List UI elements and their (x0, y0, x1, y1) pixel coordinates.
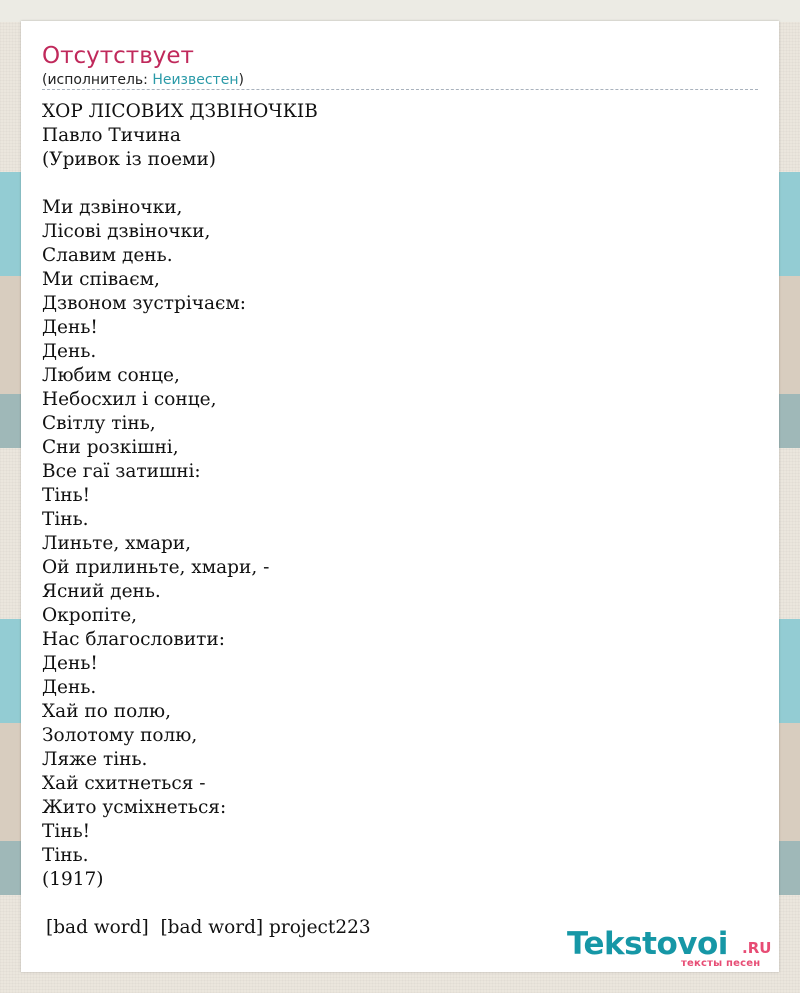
lyric-line: Ми співаєм, (42, 269, 160, 290)
lyric-line: Все гаї затишні: (42, 461, 201, 482)
lyric-line: Нас благословити: (42, 629, 225, 650)
lyric-line: Славим день. (42, 245, 173, 266)
artist-link[interactable]: Неизвестен (152, 72, 239, 88)
lyric-line: Тінь! (42, 485, 91, 506)
lyric-line: Ясний день. (42, 581, 161, 602)
lyric-line: День! (42, 653, 98, 674)
lyric-line: (Уривок із поеми) (42, 149, 216, 170)
credits-line: [bad word] [bad word] project223 (46, 917, 371, 938)
artist-line (42, 71, 244, 89)
lyrics-card (21, 21, 779, 972)
lyric-line: Ми дзвіночки, (42, 197, 183, 218)
lyric-line: День. (42, 341, 97, 362)
lyrics-text (42, 100, 758, 892)
lyric-line: Тінь. (42, 845, 89, 866)
lyric-line (42, 172, 758, 196)
song-title: Отсутствует (42, 43, 194, 69)
artist-suffix: ) (238, 72, 244, 88)
lyric-line: Павло Тичина (42, 125, 181, 146)
lyric-line: Линьте, хмари, (42, 533, 192, 554)
lyric-line: Світлу тінь, (42, 413, 156, 434)
lyric-line: ХОР ЛІСОВИХ ДЗВІНОЧКІВ (42, 101, 318, 122)
lyric-line: Жито усміхнеться: (42, 797, 227, 818)
lyric-line: Небосхил і сонце, (42, 389, 217, 410)
dashed-divider (42, 89, 758, 90)
lyric-line: Любим сонце, (42, 365, 180, 386)
lyric-line: Золотому полю, (42, 725, 198, 746)
logo-tld: .RU (742, 939, 772, 957)
lyric-line: Ляже тінь. (42, 749, 148, 770)
lyric-line: День. (42, 677, 97, 698)
lyric-line: (1917) (42, 869, 104, 890)
lyric-line: Хай схитнеться - (42, 773, 206, 794)
lyric-line: Дзвоном зустрічаєм: (42, 293, 246, 314)
lyric-line: Хай по полю, (42, 701, 171, 722)
lyric-line: Тінь. (42, 509, 89, 530)
lyric-line: День! (42, 317, 98, 338)
logo-tagline: тексты песен (681, 958, 761, 969)
tekstovoi-logo[interactable] (567, 927, 777, 969)
bg-stripe (0, 0, 800, 22)
lyric-line: Окропіте, (42, 605, 138, 626)
artist-prefix: (исполнитель: (42, 72, 153, 88)
lyric-line: Ой прилиньте, хмари, - (42, 557, 270, 578)
lyric-line: Тінь! (42, 821, 91, 842)
lyric-line: Сни розкішні, (42, 437, 179, 458)
logo-name: Tekstovoi (567, 926, 728, 962)
lyric-line: Лісові дзвіночки, (42, 221, 211, 242)
